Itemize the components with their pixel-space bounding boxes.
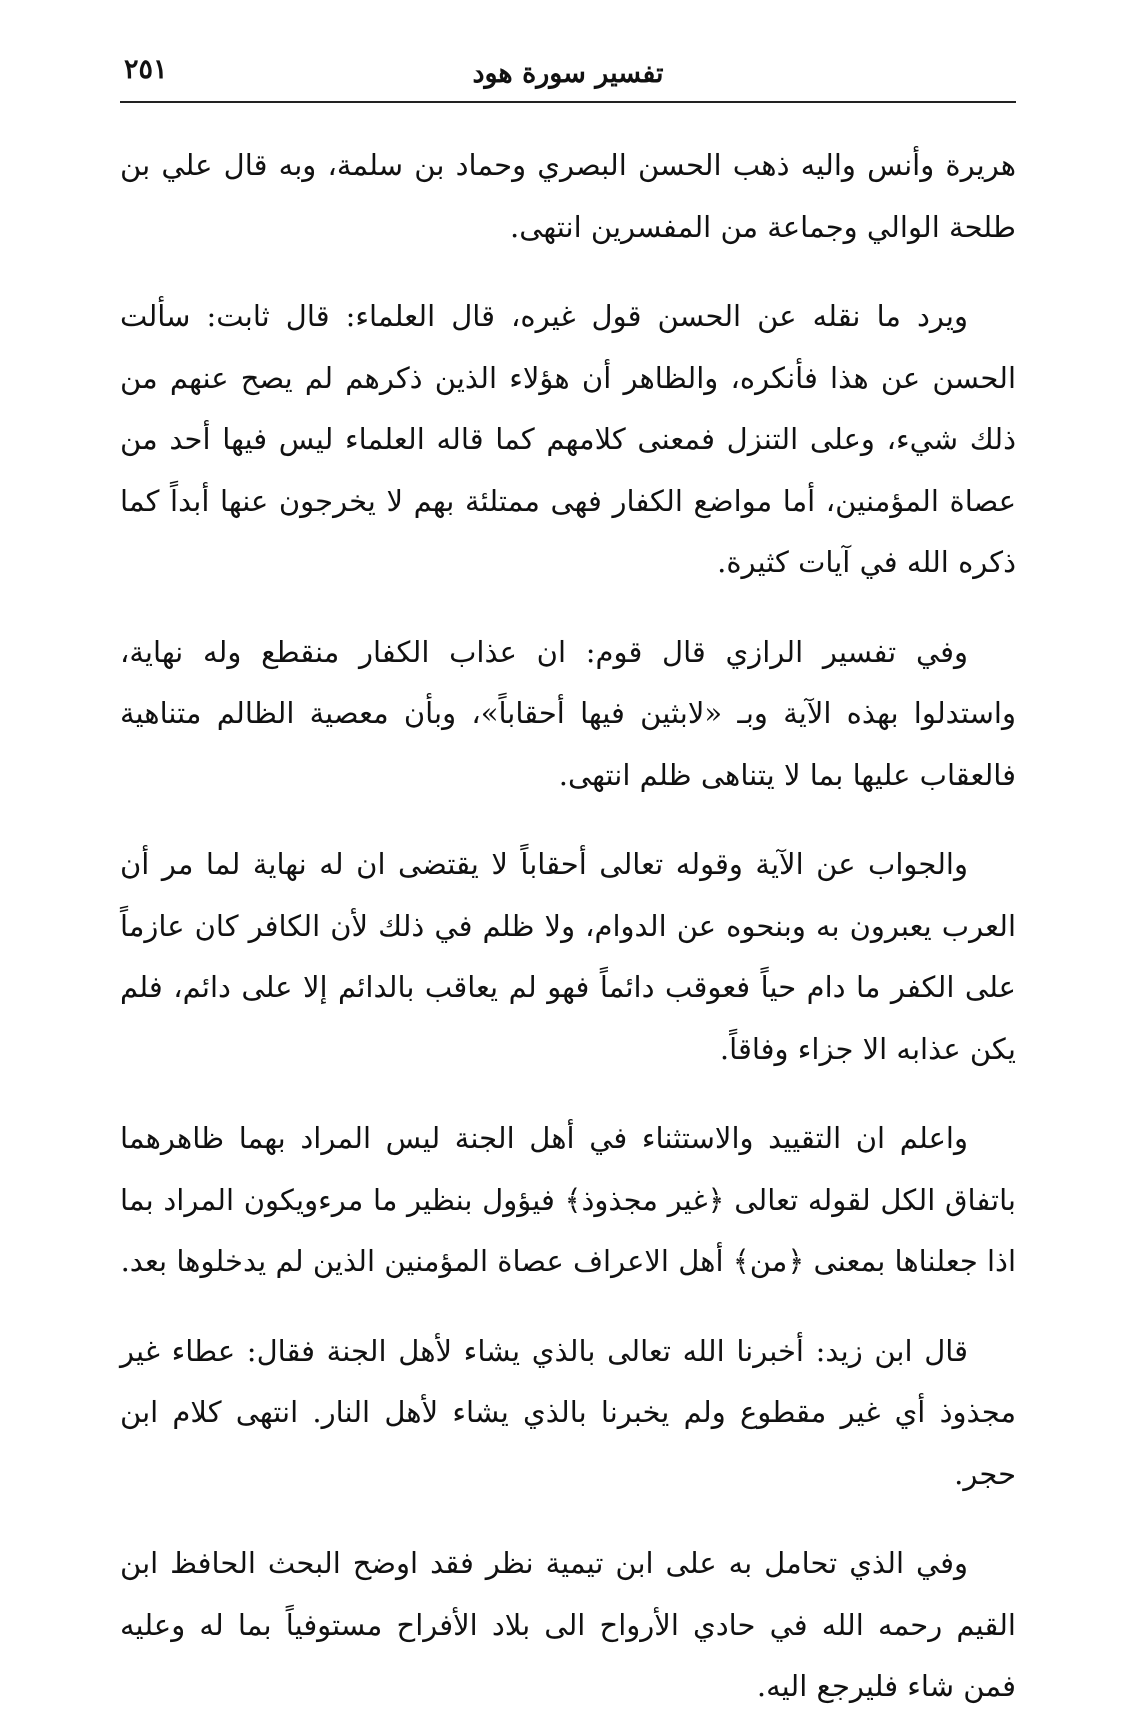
paragraph-7: وفي الذي تحامل به على ابن تيمية نظر فقد اوضح البحث الحافظ ابن القيم رحمه الله في حادي الأرواح الى بلاد الأفراح مستوفياً بما له وعليه فمن شاء فليرجع اليه.: [120, 1546, 1016, 1703]
header-rule: [120, 101, 1016, 103]
page-number: ٢٥١: [124, 54, 168, 85]
paragraph-2: ويرد ما نقله عن الحسن قول غيره، قال العلماء: قال ثابت: سألت الحسن عن هذا فأنكره، والظاهر أن هؤلاء الذين ذكرهم لم يصح عنهم من ذلك شيء، وعلى التنزل فمعنى كلامهم كما قاله العلماء ليس فيها أحد من عصاة المؤمنين، أما مواضع الكفار فهى ممتلئة بهم لا يخرجون عنها أبداً كما ذكره الله في آيات كثيرة.: [120, 299, 1016, 579]
running-title: تفسير سورة هود: [472, 58, 664, 89]
paragraph-1: هريرة وأنس واليه ذهب الحسن البصري وحماد بن سلمة، وبه قال علي بن طلحة الوالي وجماعة من المفسرين انتهى.: [120, 148, 1016, 244]
paragraph-3: وفي تفسير الرازي قال قوم: ان عذاب الكفار منقطع وله نهاية، واستدلوا بهذه الآية وبـ «لابثين فيها أحقاباً»، وبأن معصية الظالم متناهية فالعقاب عليها بما لا يتناهى ظلم انتهى.: [120, 634, 1016, 792]
book-page: [120, 44, 1016, 1703]
body-text: [120, 135, 1016, 1718]
paragraph-5: واعلم ان التقييد والاستثناء في أهل الجنة ليس المراد بهما ظاهرهما باتفاق الكل لقوله تعالى ﴿غير مجذوذ﴾ فيؤول بنظير ما مرءويكون المراد بما اذا جعلناها بمعنى ﴿من﴾ أهل الاعراف عصاة المؤمنين الذين لم يدخلوها بعد.: [120, 1121, 1016, 1278]
paragraph-4: والجواب عن الآية وقوله تعالى أحقاباً لا يقتضى ان له نهاية لما مر أن العرب يعبرون به وبنحوه عن الدوام، ولا ظلم في ذلك لأن الكافر كان عازماً على الكفر ما دام حياً فعوقب دائماً فهو لم يعاقب بالدائم إلا على دائم، فلم يكن عذابه الا جزاء وفاقاً.: [120, 847, 1016, 1066]
page-header: [120, 44, 1016, 102]
paragraph-6: قال ابن زيد: أخبرنا الله تعالى بالذي يشاء لأهل الجنة فقال: عطاء غير مجذوذ أي غير مقطوع ولم يخبرنا بالذي يشاء لأهل النار. انتهى كلام ابن حجر.: [120, 1333, 1016, 1491]
